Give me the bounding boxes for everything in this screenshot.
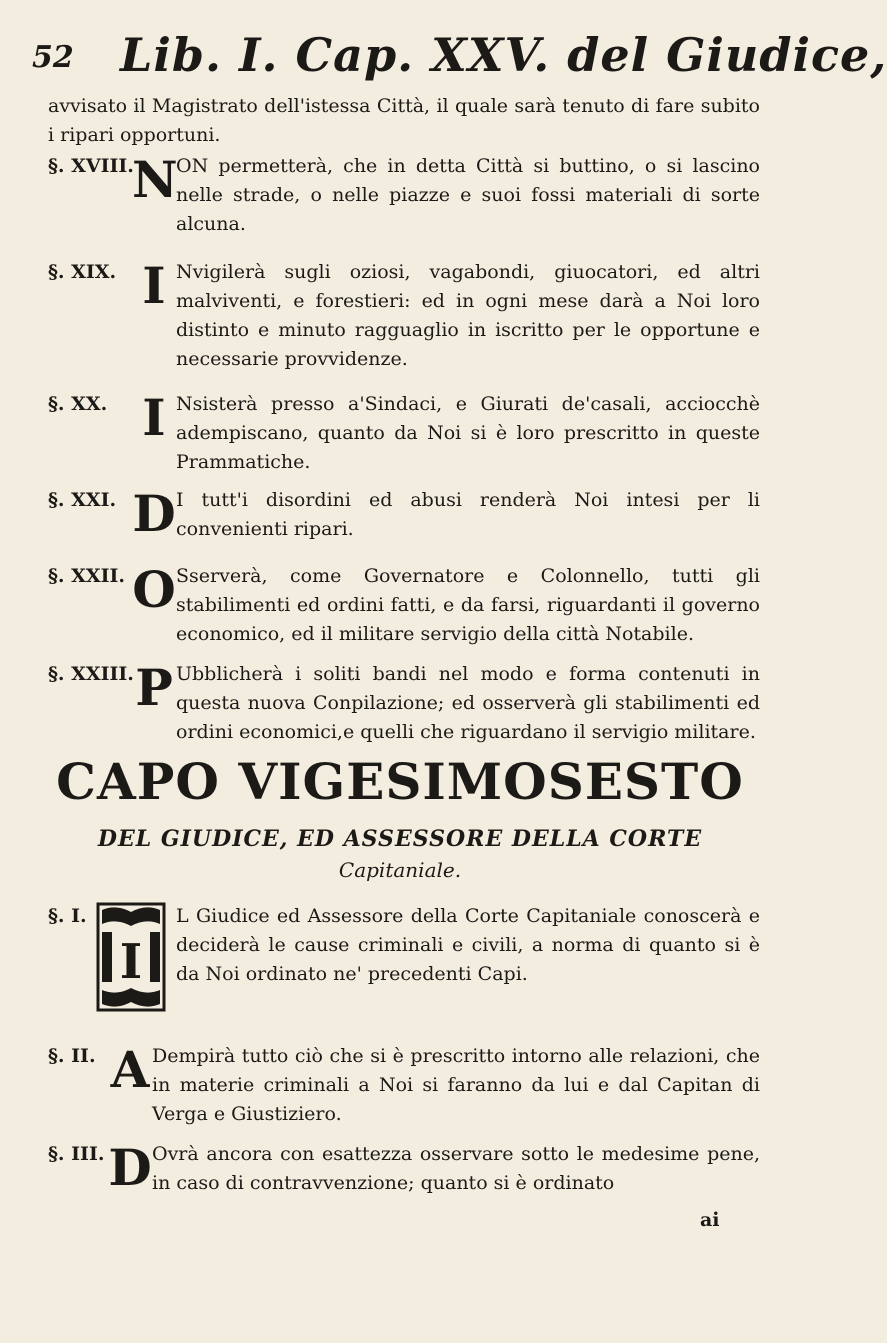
drop-initial: P xyxy=(135,658,173,717)
chapter-title: CAPO VIGESIMOSESTO xyxy=(56,752,744,811)
section-text: Dempirà tutto ciò che si è prescritto intorno alle relazioni, che in materie criminali a Noi si faranno da lui e dal Capitan di Verga e Giustiziero. xyxy=(152,1045,760,1125)
chapter-section-3 xyxy=(48,1140,760,1198)
drop-initial: N xyxy=(132,150,178,209)
running-title: Lib. I. Cap. XXV. del Giudice, xyxy=(120,28,887,82)
section-20 xyxy=(48,390,760,477)
section-number: §. XIX. xyxy=(48,261,117,283)
section-19 xyxy=(48,258,760,374)
section-number: §. XXII. xyxy=(48,565,126,587)
section-number: §. III. xyxy=(48,1143,105,1165)
catchword: ai xyxy=(700,1209,720,1231)
section-text: Nvigilerà sugli oziosi, vagabondi, giuocatori, ed altri malviventi, e forestieri: ed in ogni mese darà a Noi loro distinto e minuto ragguaglio in iscritto per le opportune e necessarie provvidenze. xyxy=(176,261,760,370)
ornate-initial-icon xyxy=(96,902,166,1012)
section-number: §. II. xyxy=(48,1045,96,1067)
section-text: Nsisterà presso a'Sindaci, e Giurati de'casali, acciocchè adempiscano, quanto da Noi si è loro prescritto in queste Prammatiche. xyxy=(176,393,760,473)
section-22 xyxy=(48,562,760,649)
section-number: §. XX. xyxy=(48,393,108,415)
continuation-text: avvisato il Magistrato dell'istessa Città, il quale sarà tenuto di fare subito i ripari opportuni. xyxy=(48,95,760,146)
section-text: Ovrà ancora con esattezza osservare sotto le medesime pene, in caso di contravvenzione; quanto si è ordinato xyxy=(152,1143,760,1194)
drop-initial: I xyxy=(142,388,166,447)
drop-initial: I xyxy=(142,256,166,315)
chapter-subtitle-2: Capitaniale. xyxy=(338,858,462,882)
section-21 xyxy=(48,486,760,544)
chapter-subtitle: DEL GIUDICE, ED ASSESSORE DELLA CORTE xyxy=(97,826,703,852)
chapter-section-2 xyxy=(48,1042,760,1129)
section-number: §. I. xyxy=(48,905,87,927)
section-number: §. XVIII. xyxy=(48,155,134,177)
section-23 xyxy=(48,660,760,747)
section-18 xyxy=(48,152,760,239)
page-header xyxy=(32,28,887,88)
drop-initial: O xyxy=(132,560,176,619)
section-text: Sserverà, come Governatore e Colonnello, tutti gli stabilimenti ed ordini fatti, e da farsi, riguardanti il governo economico, ed il militare servigio della città Notabile. xyxy=(176,565,760,645)
drop-initial: A xyxy=(110,1040,150,1099)
section-text: Ubblicherà i soliti bandi nel modo e forma contenuti in questa nuova Conpilazione; ed osserverà gli stabilimenti ed ordini economici,e quelli che riguardano il servigio militare. xyxy=(176,663,760,743)
section-number: §. XXI. xyxy=(48,489,117,511)
section-text: ON permetterà, che in detta Città si buttino, o si lascino nelle strade, o nelle piazze e suoi fossi materiali di sorte alcuna. xyxy=(176,155,760,235)
svg-text:I: I xyxy=(119,934,143,990)
section-text: L Giudice ed Assessore della Corte Capitaniale conoscerà e deciderà le cause criminali e civili, a norma di quanto si è da Noi ordinato ne' precedenti Capi. xyxy=(176,905,760,985)
drop-initial: D xyxy=(108,1138,152,1197)
section-number: §. XXIII. xyxy=(48,663,134,685)
chapter-section-1 xyxy=(48,902,760,1012)
page-number: 52 xyxy=(32,40,74,75)
section-text: I tutt'i disordini ed abusi renderà Noi intesi per li convenienti ripari. xyxy=(176,489,760,540)
drop-initial: D xyxy=(132,484,176,543)
